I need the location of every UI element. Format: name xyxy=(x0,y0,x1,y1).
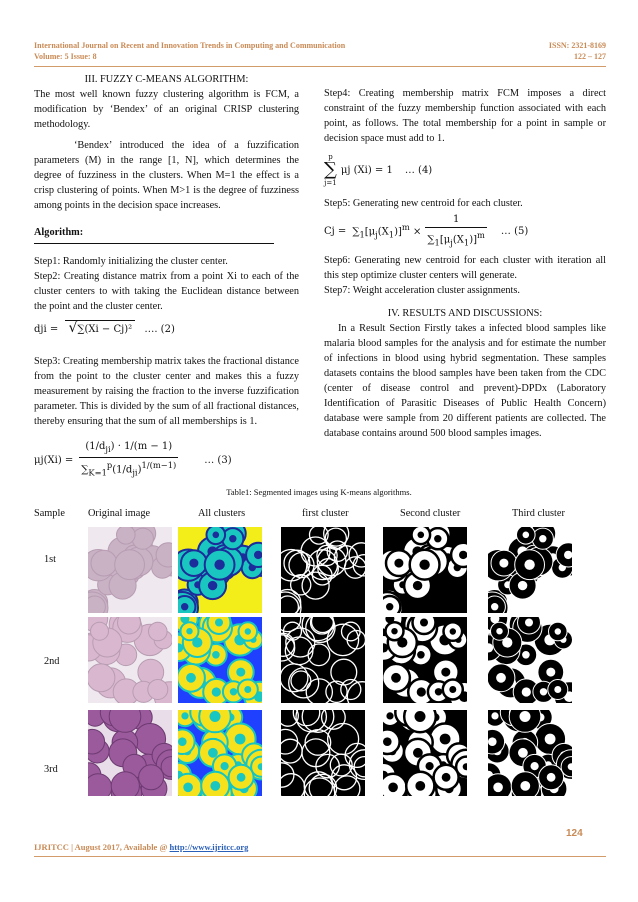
step-5: Step5: Generating new centroid for each cluster. xyxy=(324,198,523,209)
equation-2 xyxy=(34,320,299,344)
eq4-body: μj (Xi) = 1 xyxy=(340,164,393,176)
eq5-fraction: $\frac{1}{\sum_1[\mu_j(X_1)]^m}$ xyxy=(427,213,485,248)
page-number: 124 xyxy=(566,828,583,839)
col-header-third-cluster: Third cluster xyxy=(512,508,565,519)
step-1: Step1: Randomly initializing the cluster center. xyxy=(34,256,228,267)
eq4-tag: … (4) xyxy=(404,164,433,176)
col-header-sample: Sample xyxy=(34,508,65,519)
row-label-2nd: 2nd xyxy=(44,656,60,667)
second-cluster-image-2 xyxy=(383,617,467,703)
step-7: Step7: Weight acceleration cluster assignments. xyxy=(324,285,520,296)
eq5-lhs: Cj = xyxy=(324,225,347,237)
equation-4: p ∑ j=1 μj (Xi) = 1 … (4) xyxy=(324,153,433,187)
results-paragraph: In a Result Section Firstly takes a infected blood samples like malaria blood samples for the analysis and for estimate the number of infections in blood using hybrid segmentation. These samples datasets contains the blood samples have been taken from the CDC (center of disease control and prevent)-DPDx (Laboratory Identification of Parasitic Diseases of Public Health Concern) database were sample from 20 different patients are collected. The database contains around 500 blood samples images. xyxy=(324,323,606,439)
eq5-tag: … (5) xyxy=(500,225,529,237)
footer-rule xyxy=(34,856,606,857)
col-header-second-cluster: Second cluster xyxy=(400,508,461,519)
original-image-3 xyxy=(88,710,172,796)
first-cluster-image-2 xyxy=(281,617,365,703)
eq2-lhs: dji = xyxy=(34,324,59,335)
third-cluster-image-2 xyxy=(488,617,572,703)
third-cluster-image-3 xyxy=(488,710,572,796)
all-clusters-image-2 xyxy=(178,617,262,703)
table-caption: Table1: Segmented images using K-means algorithms. xyxy=(226,487,412,497)
right-column xyxy=(324,86,606,441)
step-2: Step2: Creating distance matrix from a point Xi to each of the cluster centers to with taking the Euclidean distance between the point and the cluster center. xyxy=(34,271,299,312)
sqrt-radicand: √∑(Xi − Cj)² xyxy=(65,320,135,337)
eq2-rhs: ∑(Xi − Cj)² xyxy=(77,324,133,335)
algorithm-heading: Algorithm: xyxy=(34,227,84,238)
footer-text: IJRITCC | August 2017, Available @ xyxy=(34,842,170,852)
step-3: Step3: Creating membership matrix takes the fractional distance from the point to the cluster center and makes this a fuzzy measurement by raising the fraction to the inverse fuzzification parameter. This is divided by the sum of all fractional distances, thereby ensuring that the sum of all memberships is 1. xyxy=(34,356,299,427)
fcm-paragraph-2: ‘Bendex’ introduced the idea of a fuzzification parameters (M) in the range [1, N], which determines the degree of fuzziness in the clusters. When M=1 the effect is a crisp clustering of points. When M>1 is the degree of fuzziness among points in the decision space increases. xyxy=(34,140,299,211)
all-clusters-image-3 xyxy=(178,710,262,796)
col-header-first-cluster: first cluster xyxy=(302,508,349,519)
original-image-1 xyxy=(88,527,172,613)
eq3-tag: … (3) xyxy=(204,454,232,466)
step-4: Step4: Creating membership matrix FCM imposes a direct constraint of the fuzzy membership function associated with each point, as follows. The total membership for a point in sample or decision space must add to 1. xyxy=(324,88,606,144)
header-rule xyxy=(34,66,606,67)
section-heading-fcm: III. FUZZY C-MEANS ALGORITHM: xyxy=(84,74,249,85)
footer-link[interactable]: http://www.ijritcc.org xyxy=(169,842,249,852)
all-clusters-image-1 xyxy=(178,527,262,613)
left-column xyxy=(34,72,299,483)
row-label-3rd: 3rd xyxy=(44,764,58,775)
page-range: 122 – 127 xyxy=(574,52,606,61)
third-cluster-image-1 xyxy=(488,527,572,613)
eq3-fraction: $\frac{(1/d_{ji}) \cdot 1/(m - 1)}{\sum_{K=1}^p(1/d_{ji})^{1/(m-1)}}$ xyxy=(81,441,177,478)
second-cluster-image-3 xyxy=(383,710,467,796)
eq3-lhs: μj(Xi) = xyxy=(34,454,74,466)
second-cluster-image-1 xyxy=(383,527,467,613)
row-label-1st: 1st xyxy=(44,554,57,565)
col-header-original: Original image xyxy=(88,508,151,519)
eq2-tag: …. (2) xyxy=(144,324,175,335)
equation-5: Cj = $\sum_1[\mu_j(X_1)]^m$ × $\frac{1}{\sum_1[\mu_j(X_1)]^m}$ … (5) xyxy=(324,217,606,245)
col-header-all-clusters: All clusters xyxy=(198,508,246,519)
fcm-paragraph-1: The most well known fuzzy clustering algorithm is FCM, a modification by ‘Bendex’ of an original CRISP clustering methodology. xyxy=(34,89,299,130)
step-6: Step6: Generating new centroid for each cluster with iteration all this step optimize cluster centers will generate. xyxy=(324,255,606,281)
section-heading-results: IV. RESULTS AND DISCUSSIONS: xyxy=(387,308,543,319)
original-image-2 xyxy=(88,617,172,703)
footer xyxy=(34,842,248,852)
volume-issue: Volume: 5 Issue: 8 xyxy=(34,52,97,61)
first-cluster-image-1 xyxy=(281,527,365,613)
first-cluster-image-3 xyxy=(281,710,365,796)
issn: ISSN: 2321-8169 xyxy=(548,41,606,50)
equation-3 xyxy=(34,437,299,483)
journal-title: International Journal on Recent and Innovation Trends in Computing and Communication xyxy=(34,41,346,50)
algorithm-rule xyxy=(34,243,274,244)
